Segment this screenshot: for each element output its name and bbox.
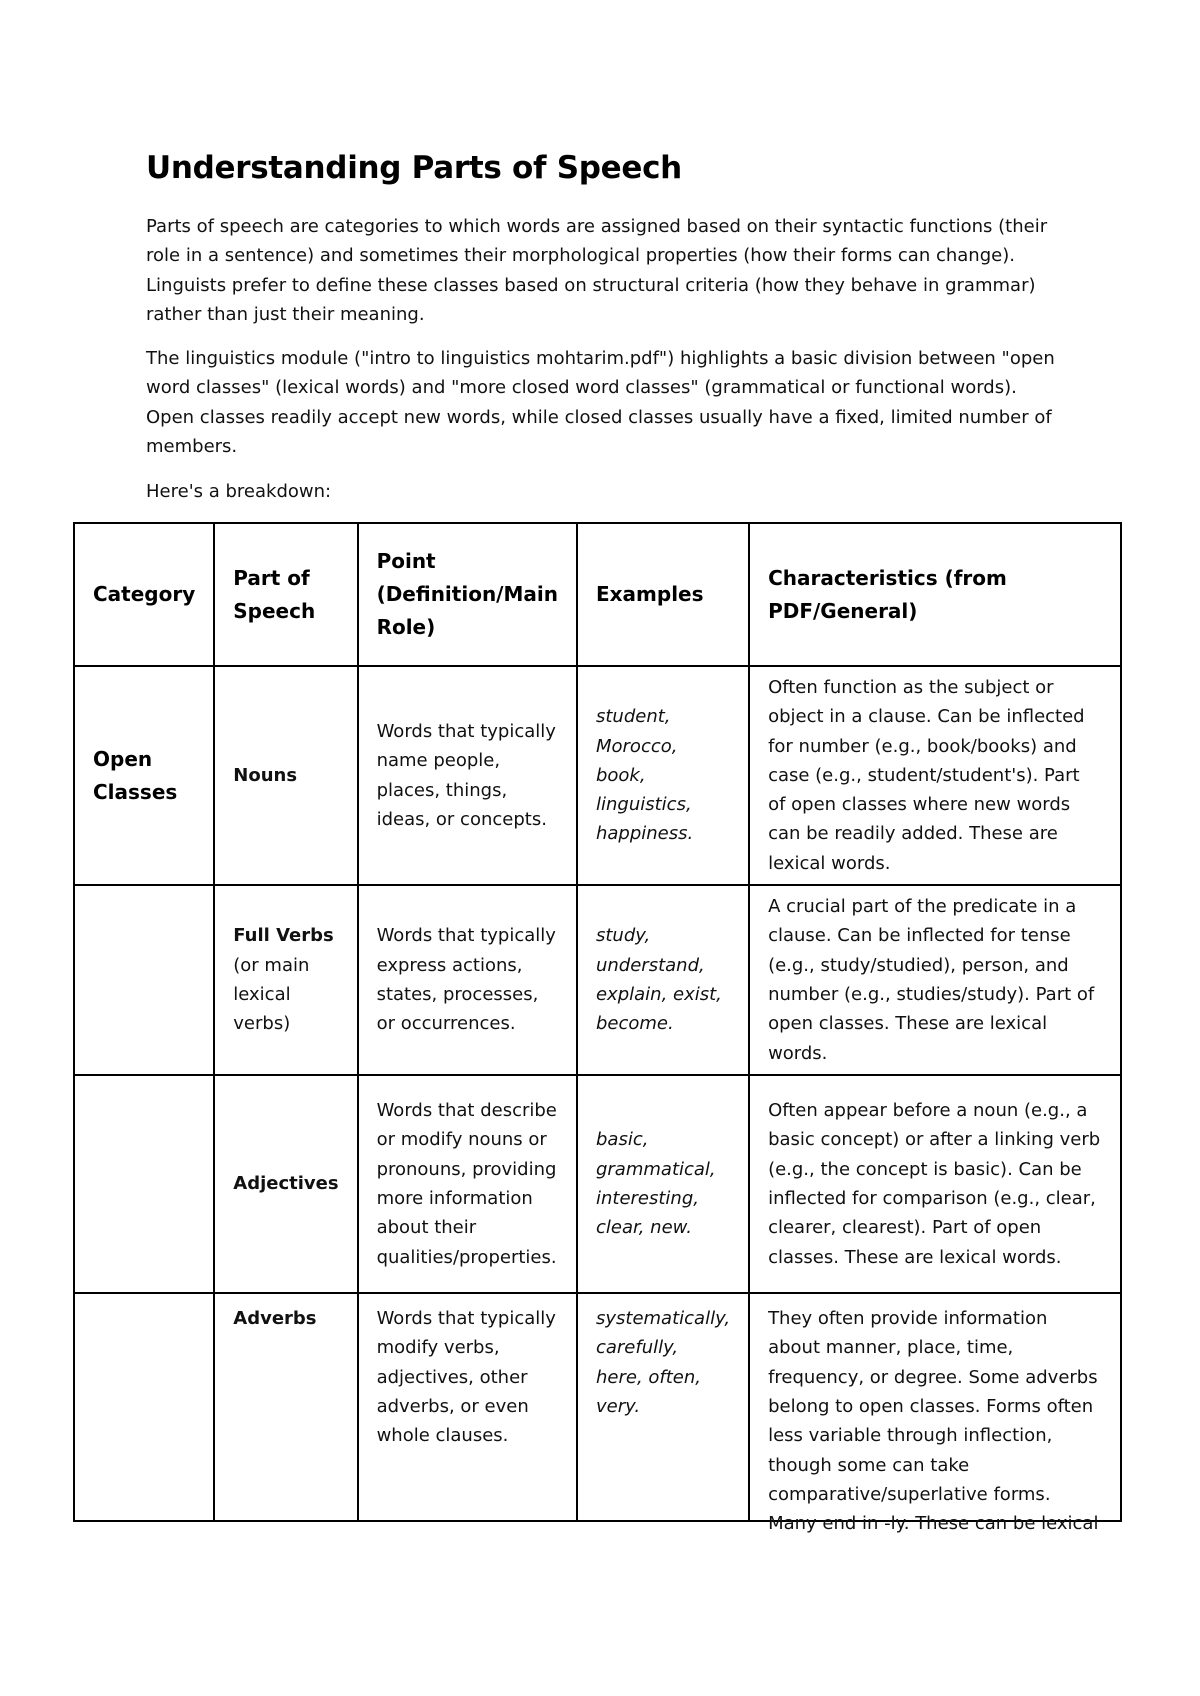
characteristics-cell: Often function as the subject or object in a clause. Can be inflected for number (e.g., book/books) and case (e.g., student/student's). Part of open classes where new words can be readily added. These are lexical words. (749, 666, 1121, 885)
category-cell (74, 1293, 214, 1521)
category-cell: Open Classes (74, 666, 214, 885)
table-row (74, 885, 1121, 1075)
header-characteristics: Characteristics (from PDF/General) (749, 523, 1121, 666)
pos-cell (214, 885, 357, 1075)
characteristics-cell: A crucial part of the predicate in a clause. Can be inflected for tense (e.g., study/studied), person, and number (e.g., studies/study). Part of open classes. These are lexical words. (749, 885, 1121, 1075)
examples-cell: systematically, carefully, here, often, very. (577, 1293, 749, 1521)
document-title: Understanding Parts of Speech (146, 150, 682, 186)
characteristics-cell: Often appear before a noun (e.g., a basic concept) or after a linking verb (e.g., the concept is basic). Can be inflected for comparison (e.g., clear, clearer, clearest). Part of open classes. These are lexical words. (749, 1075, 1121, 1293)
pos-name: Adverbs (233, 1308, 317, 1330)
table-row (74, 666, 1121, 885)
category-cell (74, 1075, 214, 1293)
pos-name: Adjectives (233, 1173, 339, 1195)
table-row (74, 1293, 1121, 1521)
header-examples: Examples (577, 523, 749, 666)
examples-cell: student, Morocco, book, linguistics, happiness. (577, 666, 749, 885)
pos-cell (214, 666, 357, 885)
characteristics-text: They often provide information about manner, place, time, frequency, or degree. Some adverbs belong to open classes. Forms often less variable through inflection, though some can take comparative/superlative forms. Many end in -ly. These can be lexical (768, 1308, 1099, 1535)
definition-cell: Words that typically modify verbs, adjectives, other adverbs, or even whole clauses. (358, 1293, 577, 1521)
pos-note: (or main lexical verbs) (233, 954, 310, 1035)
pos-name: Full Verbs (233, 925, 334, 947)
table-row (74, 1075, 1121, 1293)
characteristics-cell (749, 1293, 1121, 1535)
intro-paragraph: Parts of speech are categories to which words are assigned based on their syntactic functions (their role in a sentence) and sometimes their morphological properties (how their forms can change). Linguists prefer to define these classes based on structural criteria (how they behave in grammar) rather than just their meaning. (146, 216, 1048, 325)
definition-cell: Words that typically express actions, states, processes, or occurrences. (358, 885, 577, 1075)
category-cell (74, 885, 214, 1075)
table-header-row (74, 523, 1121, 666)
definition-cell: Words that describe or modify nouns or pronouns, providing more information about their qualities/properties. (358, 1075, 577, 1293)
definition-cell: Words that typically name people, places, things, ideas, or concepts. (358, 666, 577, 885)
header-part-of-speech: Part of Speech (214, 523, 357, 666)
header-point: Point (Definition/Main Role) (358, 523, 577, 666)
pos-cell (214, 1075, 357, 1293)
parts-of-speech-table (73, 522, 1122, 1535)
breakdown-lead: Here's a breakdown: (146, 481, 332, 502)
pos-name: Nouns (233, 764, 298, 786)
examples-cell: study, understand, explain, exist, become. (577, 885, 749, 1075)
examples-cell: basic, grammatical, interesting, clear, new. (577, 1075, 749, 1293)
open-closed-paragraph: The linguistics module ("intro to linguistics mohtarim.pdf") highlights a basic division between "open word classes" (lexical words) and "more closed word classes" (grammatical or functional words). Open classes readily accept new words, while closed classes usually have a fixed, limited number of members. (146, 348, 1055, 457)
header-category: Category (74, 523, 214, 666)
pos-cell (214, 1293, 357, 1521)
